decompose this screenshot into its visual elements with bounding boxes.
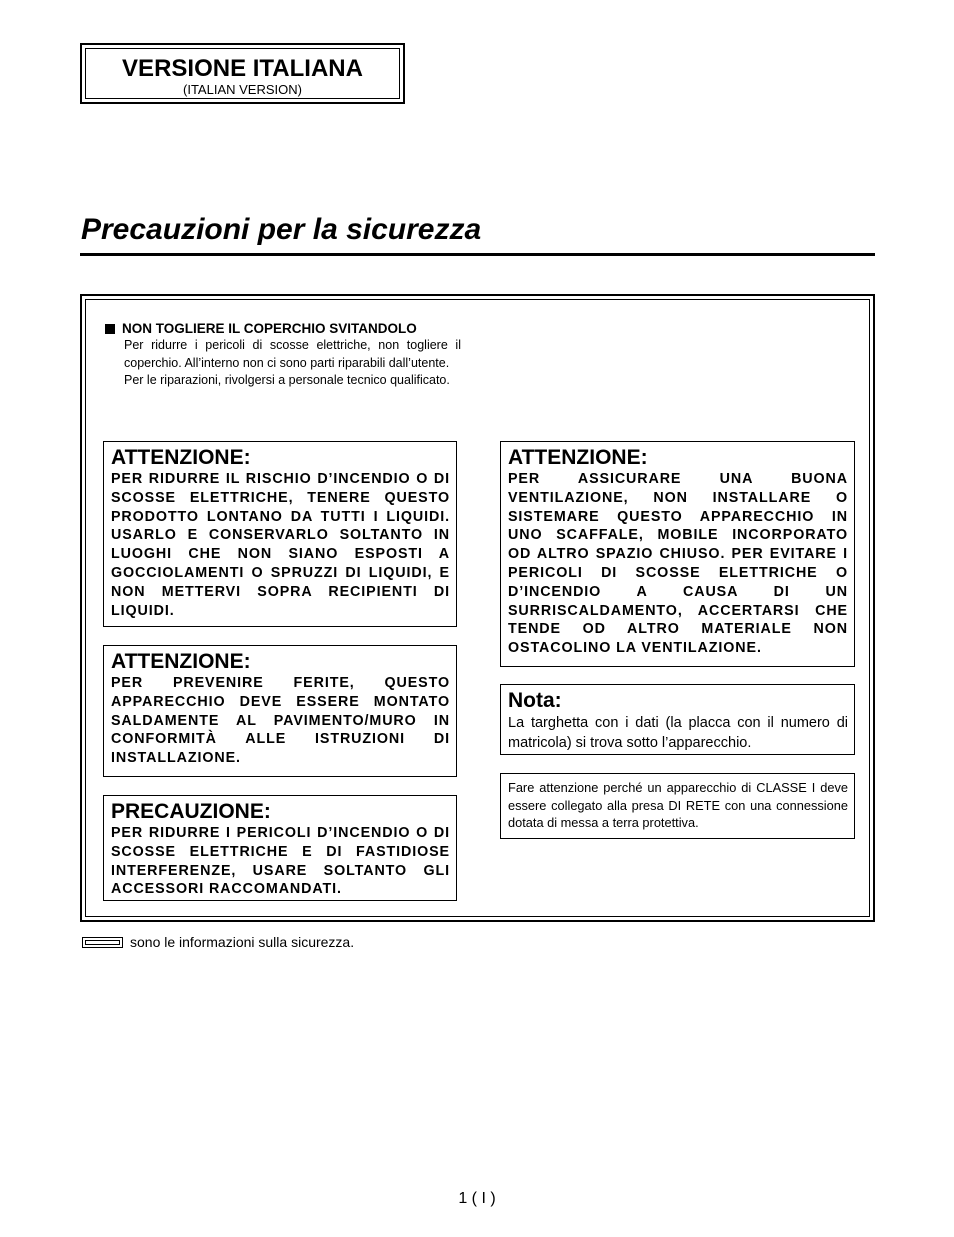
panel-text: La targhetta con i dati (la placca con il numero di matricola) si trova sotto l’apparecchio. — [508, 715, 848, 751]
panel-title: ATTENZIONE: — [508, 446, 648, 469]
attenzione-mounting-panel — [103, 645, 457, 777]
attenzione-ventilation-panel — [500, 441, 855, 667]
safety-legend — [82, 934, 354, 950]
cover-warning — [105, 320, 461, 390]
title-rule — [80, 253, 875, 256]
version-subtitle: (ITALIAN VERSION) — [183, 82, 302, 97]
panel-text: PER PREVENIRE FERITE, QUESTO APPARECCHIO DEVE ESSERE MONTATO SALDAMENTE AL PAVIMENTO/MURO IN CONFORMITÀ ALLE ISTRUZIONI DI INSTALLAZIONE. — [111, 675, 450, 767]
attenzione-liquids-panel — [103, 441, 457, 627]
legend-text: sono le informazioni sulla sicurezza. — [130, 934, 355, 950]
panel-title: ATTENZIONE: — [111, 446, 251, 469]
panel-text: PER RIDURRE IL RISCHIO D’INCENDIO O DI SCOSSE ELETTRICHE, TENERE QUESTO PRODOTTO LONTANO DA TUTTI I LIQUIDI. USARLO E CONSERVARLO SOLTANTO IN LUOGHI CHE NON SIANO ESPOSTI A GOCCIOLAMENTI O SPRUZZI DI LIQUIDI, E NON METTERVI SOPRA RECIPIENTI DI LIQUIDI. — [111, 471, 450, 619]
double-box-icon — [82, 937, 123, 948]
panel-title: Nota: — [508, 689, 562, 712]
page-title: Precauzioni per la sicurezza — [81, 213, 482, 246]
version-label-inner — [85, 48, 400, 99]
cover-warning-heading — [105, 320, 461, 337]
panel-text: PER ASSICURARE UNA BUONA VENTILAZIONE, NON INSTALLARE O SISTEMARE QUESTO APPARECCHIO IN UNO SCAFFALE, MOBILE INCORPORATO OD ALTRO SPAZIO CHIUSO. PER EVITARE I PERICOLI DI SCOSSE ELETTRICHE O D’INCENDIO A CAUSA DI UN SURRISCALDAMENTO, ACCERTARSI CHE TENDE OD ALTRO MATERIALE NON OSTACOLINO LA VENTILAZIONE. — [508, 471, 848, 657]
safety-frame-inner — [85, 299, 870, 917]
precauzione-accessories-panel — [103, 795, 457, 901]
page-number: 1 ( I ) — [458, 1190, 496, 1207]
version-title: VERSIONE ITALIANA — [122, 55, 363, 82]
cover-warning-paragraph-2: Per le riparazioni, rivolgersi a personale tecnico qualificato. — [124, 373, 450, 387]
cover-warning-heading-text: NON TOGLIERE IL COPERCHIO SVITANDOLO — [122, 321, 417, 336]
panel-text: PER RIDURRE I PERICOLI D’INCENDIO O DI SCOSSE ELETTRICHE E DI FASTIDIOSE INTERFERENZE, USARE SOLTANTO GLI ACCESSORI RACCOMANDATI. — [111, 825, 450, 898]
square-bullet-icon — [105, 324, 115, 334]
safety-frame — [80, 294, 875, 922]
classe-notice-panel — [500, 773, 855, 839]
nota-panel — [500, 684, 855, 755]
cover-warning-paragraph-1: Per ridurre i pericoli di scosse elettriche, non togliere il coperchio. All’interno non ci sono parti riparabili dall’utente. — [124, 338, 461, 370]
panel-title: ATTENZIONE: — [111, 650, 251, 673]
panel-text: Fare attenzione perché un apparecchio di CLASSE I deve essere collegato alla presa DI RETE con una connessione dotata di messa a terra protettiva. — [508, 780, 848, 830]
panel-title: PRECAUZIONE: — [111, 800, 271, 823]
version-label-box — [80, 43, 405, 104]
